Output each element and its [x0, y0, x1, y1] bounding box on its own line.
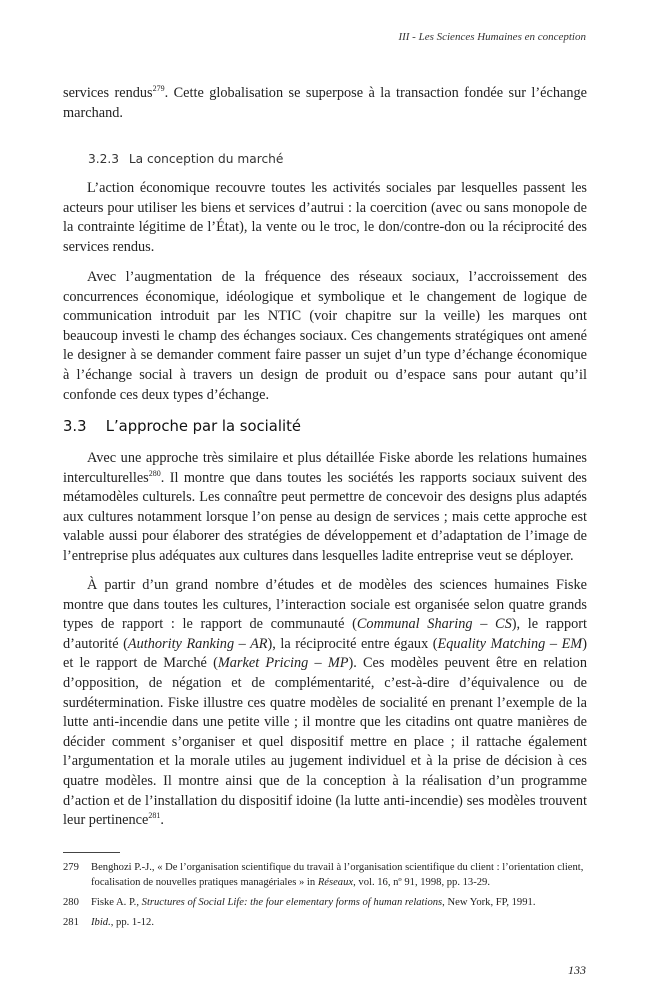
footnote-281: 281 Ibid., pp. 1-12. — [63, 917, 154, 928]
paragraph-economic-action: L’action économique recouvre toutes les activités sociales par lesquelles passent les acteurs pour utiliser les biens et services d’autrui : la coercition (avec ou sans monopole de la contrainte légitime de l’État), la vente ou le troc, le don/contre-don ou la réciprocité des services rendus. — [63, 180, 587, 255]
footnote-279: 279 Benghozi P.-J., « De l’organisation scientifique du travail à l’organisation scientifique du client : l’orientation client, focalisation de nouvelles pratiques managériales » in Réseaux, vol. 16, nº 91, 1998, pp. 13-29. — [63, 862, 584, 888]
running-header: III - Les Sciences Humaines en conception — [398, 31, 586, 43]
footnotes — [63, 860, 587, 935]
intro-paragraph: services rendus$^{279}$. Cette globalisation se superpose à la transaction fondée sur l’échange marchand. — [63, 84, 587, 121]
footnote-separator — [63, 852, 120, 853]
section-heading-3-3: 3.3 L’approche par la socialité — [63, 418, 301, 435]
footnote-ref-280[interactable]: 280 — [148, 468, 161, 478]
paragraph-social-networks: Avec l’augmentation de la fréquence des réseaux sociaux, l’accroissement des concurrences économique, idéologique et symbolique et le changement de logique de communication introduit par les NTIC (voir chapitre sur la veille) les marques ont beaucoup investi le champ des échanges sociaux. Ces changements stratégiques ont amené le designer à se demander comment faire passer un sujet d’un type d’échange économique à l’échange social à travers un design de produit ou d’espace sans pour autant qu’il confonde ces deux types d’échange. — [63, 269, 587, 403]
footnote-280: 280 Fiske A. P., Structures of Social Life: the four elementary forms of human relations, New York, FP, 1991. — [63, 897, 536, 908]
paragraph-four-models: À partir d’un grand nombre d’études et de modèles des sciences humaines Fiske montre que dans toutes les cultures, l’interaction sociale est organisée selon quatre grands types de rapport : le rapport de communauté (Communal Sharing – CS), le rapport d’autorité (Authority Ranking – AR), la réciprocité entre égaux (Equality Matching – EM) et le rapport de Marché (Market Pricing – MP). Ces modèles peuvent être en relation d’opposition, de négation et de complémentarité, c’est-à-dire d’équivalence ou de surdétermination. Fiske illustre ces quatre modèles de socialité en prenant l’exemple de la lutte anti-incendie dans une petite ville ; il montre que les citadins ont quatre manières de décider comment s’organiser et quel dispositif mettre en place ; il rattache également l’argumentation et la morale utiles au jugement individuel et à la prise de décision à ces quatre modèles. Il montre ainsi que de la conception à la réalisation d’un programme d’action et de l’installation du dispositif idoine (la lutte anti-incendie) ses modèles trouvent leur pertinence$^{281}$. — [63, 577, 587, 829]
page-number: 133 — [568, 963, 586, 977]
paragraph-fiske-intro: Avec une approche très similaire et plus détaillée Fiske aborde les relations humaines interculturelles$^{280}$. Il montre que dans toutes les sociétés les rapports sociaux suivent des métamodèles culturels. Les connaître peut permettre de concevoir des designs plus adaptés aux cultures notamment lorsque l’on pense au design de services ; mais cette approche est valable aussi pour élaborer des stratégies de développement et d’adaptation de l’image de l’entreprise plus adéquates aux cultures dans lesquelles ladite entreprise veut se déployer. — [63, 450, 587, 564]
section-heading-3-2-3: 3.2.3 La conception du marché — [88, 152, 284, 166]
footnote-ref-281[interactable]: 281 — [148, 811, 161, 821]
footnote-ref-279[interactable]: 279 — [152, 84, 165, 94]
